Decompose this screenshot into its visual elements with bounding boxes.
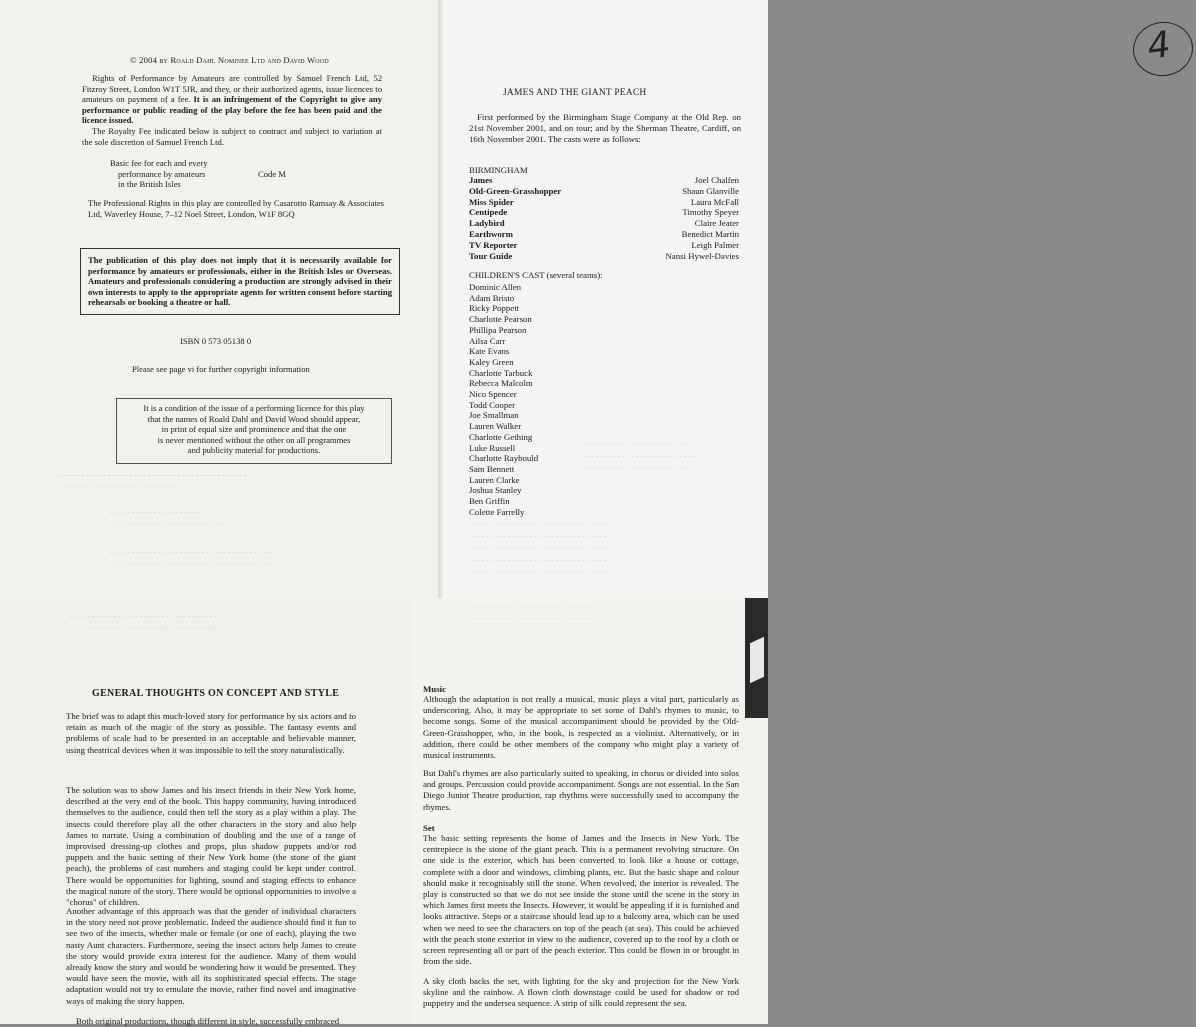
cast-actor: Leigh Palmer <box>691 239 739 250</box>
concept-paragraph: Both original productions, though different in style, successfully embraced <box>76 1016 340 1026</box>
cast-row <box>469 218 739 229</box>
professional-rights: The Professional Rights in this play are controlled by Casarotto Ramsay & Associates Ltd, Waverley House, 7–12 Noel Street, London, W1F 8GQ <box>88 198 384 219</box>
childrens-cast-list <box>469 282 589 517</box>
child-name: Charlotte Raybould <box>469 453 539 464</box>
cast-actor: Nansi Hywel-Davies <box>665 250 739 261</box>
cast-row <box>469 229 739 240</box>
child-name: Ricky Poppett <box>469 303 520 314</box>
bleed-through: · · · · · · · · · · · · · · · · · · · · · · · · · · · · <box>471 614 592 623</box>
cast-row <box>469 197 739 208</box>
child-name: Ailsa Carr <box>469 335 506 346</box>
concept-paragraph: The solution was to show James and his insect friends in their New York home, described at the very end of the book. This happy community, having introduced themselves to the audience, could then tell the story as a play within a play. The insects could therefore play all the other characters in the story and also help James to narrate. Using a combination of doubling and the use of a range of improvised dressing-up clothes and props, plus shadow puppets and/or rod puppets and the basic setting of their New York home (the stone of the giant peach), the problems of cast numbers and staging could be kept under control. There would be opportunities for lighting, sound and staging effects to enhance the magical nature of the story. There would be optional opportunities to involve a "chorus" of children. <box>66 785 356 908</box>
bleed-through: · · · · · · · · · · · · · · · · · · · · · · · · · · · · · · · · · · · · <box>70 612 226 621</box>
music-paragraph: But Dahl's rhymes are also particularly suited to speaking, in chorus or divided into solos and groups. Percussion could provide accompaniment. Songs are not essential. In the San Diego Junior Theatre production, rap rhythms were successfully used to accompany the rhymes. <box>423 768 739 812</box>
rights-bold: It is an infringement of the Copyright to give any performance or public reading of the play before the fee has been paid and the licence issued. <box>82 94 382 126</box>
condition-line: and publicity material for productions. <box>187 445 321 456</box>
play-title: JAMES AND THE GIANT PEACH <box>503 88 647 98</box>
see-page-note: Please see page vi for further copyright information <box>132 364 310 374</box>
bleed-through: · · · · · · · · · · · · · · · · · · · · · · · · · · · <box>583 452 700 461</box>
bleed-through: · · · · · · · · · · · · · · · · · · · · · · · · <box>583 464 687 473</box>
child-name: Kate Evans <box>469 346 510 357</box>
cast-role: James <box>469 175 493 185</box>
child-name: Nico Spencer <box>469 389 517 400</box>
scan-edge-highlight <box>750 637 764 684</box>
bleed-through: · · · · · · · · · · · · · · · · · · · · · <box>110 508 200 517</box>
child-name: Joe Smallman <box>469 410 519 421</box>
company-name: BIRMINGHAM <box>469 165 528 175</box>
condition-line: that the names of Roald Dahl and David Wood should appear, <box>147 413 361 424</box>
bleed-through: · · · · · · · · · · · · · · · · · · · · · · · · · · · · · · · · · · · · · <box>110 548 270 557</box>
concept-paragraph: The brief was to adapt this much-loved story for performance by six actors and to retain as much of the magic of the story as possible. The fantasy events and problems of scale had to be presented in an acceptable and believable manner, using theatrical devices when it was impossible to tell the story naturalistically. <box>66 711 356 755</box>
cast-actor: Benedict Martin <box>681 228 739 239</box>
cast-page <box>443 0 1174 598</box>
child-name: Charlotte Gething <box>469 431 533 442</box>
basic-fee-line: Basic fee for each and every <box>110 158 208 168</box>
bleed-through: · · · · · · · · · · · · · · · · · · · · · · · · · <box>583 440 691 449</box>
notice-box: The publication of this play does not imply that it is necessarily available for performance by amateurs or professionals, either in the British Isles or Overseas. Amateurs and professionals considering a production are strongly advised in their own interests to apply to the appropriate agents for written consent before starting rehearsals or booking a theatre or hall. <box>80 248 400 315</box>
cast-row <box>469 251 739 262</box>
bleed-through: · · · · · · · · · · · · · · · · · · · · · · · · · · · · · · · · · · · · · <box>110 560 270 569</box>
rights-paragraph <box>82 73 382 126</box>
child-name: Charlotte Tarbuck <box>469 367 533 378</box>
bleed-through: · · · · · · · · · · · · · · · · · · · · · · · · · · <box>110 520 222 529</box>
child-name: Dominic Allen <box>469 282 522 292</box>
child-name: Ben Griffin <box>469 496 510 507</box>
concept-page <box>0 598 411 1024</box>
bleed-through: · · · · · · · · · · · · · · · · · · · · · · · · · · · · · · · <box>473 532 607 541</box>
cast-row <box>469 175 739 186</box>
copyright-page <box>0 0 443 598</box>
music-heading: Music <box>423 684 446 694</box>
bleed-through: · · · · · · · · · · · · · · · · · · · · · · · · · · · · · · · <box>473 520 607 529</box>
cast-actor: Laura McFall <box>690 196 739 207</box>
cast-actor: Shaun Glanville <box>682 185 739 196</box>
child-name: Joshua Stanley <box>469 485 522 496</box>
page-number-mark <box>1130 18 1196 80</box>
cast-row <box>469 186 739 197</box>
child-name: Todd Cooper <box>469 399 516 410</box>
set-paragraph: A sky cloth backs the set, with lighting for the sky and projection for the New York skyline and the rainbow. A flown cloth downstage could be used for shadow or rod puppetry and the undersea sequence. A strip of silk could represent the sea. <box>423 976 739 1009</box>
childrens-cast-heading: CHILDREN'S CAST (several teams): <box>469 270 603 280</box>
cast-actor: Claire Jeater <box>694 218 739 229</box>
cast-role: Ladybird <box>469 218 505 229</box>
child-name: Lauren Clarke <box>469 474 520 485</box>
section-heading: GENERAL THOUGHTS ON CONCEPT AND STYLE <box>92 688 340 699</box>
concept-paragraph: Another advantage of this approach was that the gender of individual characters in the story need not prove problematic. Indeed the audience should find it fun to see two of the insects, whether male or female (or one of each), playing the two nasty Aunt characters. Furthermore, seeing the insect actors help James to create the story would provide extra interest for the audience. Many of them would already know the story and would be wondering how it would be presented. They would have seen the movie, with all its sophisticated special effects. The stage adaptation would not try to emulate the movie, rather find novel and imaginative ways of making the story happen. <box>66 906 356 1006</box>
copyright-line: © 2004 by Roald Dahl Nominee Ltd and David Wood <box>130 55 329 65</box>
child-name: Charlotte Pearson <box>469 314 532 325</box>
cast-list <box>469 175 739 261</box>
basic-fee <box>110 158 250 190</box>
bleed-through: · · · · · · · · · · · · · · · · · · · · · · · · · · · · <box>471 602 592 611</box>
child-name: Phillipa Pearson <box>469 324 527 335</box>
cast-actor: Joel Chalfen <box>694 175 739 185</box>
set-paragraph: The basic setting represents the home of James and the Insects in New York. The centrepiece is the stone of the giant peach. This is a permanent revolving structure. On one side is the exterior, which has been converted to look like a house or cottage, complete with a door and windows, climbing plants, etc. But the basic shape and colour should make it recognisably still the stone. When revolved, the interior is revealed. The play is constructed so that we do not see inside the stone until the scene in the story in which James first meets the Insects. However, it would be appealing if it is furnished and looks attractive. Steps or a staircase should lead up to a balcony area, which can be used when we need to see the characters on top of the peach (at sea). This could be achieved with the peach stone exterior in view to the audience, covered up to the roof by a cloth or screen representing all or part of the peach exterior. This could be flown in or brought in from the side. <box>423 833 739 967</box>
bleed-through: · · · · · · · · · · · · · · · · · · · · · · · · · · · · · · · <box>473 544 607 553</box>
cast-role: Miss Spider <box>469 196 514 207</box>
bleed-through: · · · · · · · · · · · · · · · · · · · · · · · · · · · <box>60 482 177 491</box>
cast-role: Centipede <box>469 207 508 218</box>
cast-row <box>469 207 739 218</box>
page-number-digit: 4 <box>1144 24 1174 68</box>
cast-actor: Timothy Speyer <box>682 207 739 218</box>
condition-line: in print of equal size and prominence and that the one <box>161 424 347 435</box>
bleed-through: - - - - - - - - - - - - - - - - - - - - - - - - - - - - - - - - - - - - - - - - - - - <box>60 470 247 479</box>
child-name: Sam Bennett <box>469 463 515 474</box>
basic-fee-line: performance by amateurs <box>118 168 206 179</box>
bleed-through: · · · · · · · · · · · · · · · · · · · · · · · · · · · · · · · · · · · · <box>70 624 226 633</box>
set-heading: Set <box>423 823 435 833</box>
isbn: ISBN 0 573 05138 0 <box>180 336 252 346</box>
child-name: Colette Farrelly <box>469 506 525 517</box>
child-name: Kaley Green <box>469 356 514 367</box>
condition-line: is never mentioned without the other on all programmes <box>157 434 351 445</box>
condition-box <box>116 398 392 464</box>
child-name: Adam Bristo <box>469 292 515 303</box>
bleed-through: · · · · · · · · · · · · · · · · · · · · · · · · · · · · · · · <box>473 556 607 565</box>
child-name: Rebecca Malcolm <box>469 378 533 389</box>
child-name: Luke Russell <box>469 442 516 453</box>
cast-role: Old-Green-Grasshopper <box>469 185 562 196</box>
rights-text: Rights of Performance by Amateurs are controlled by Samuel French Ltd, 52 Fitzroy Street, London W1T 5JR, and they, or their authorized agents, issue licences to amateurs on payment of a fee. <box>82 73 382 105</box>
first-performed: First performed by the Birmingham Stage Company at the Old Rep. on 21st November 2001, and on tour; and by the Sherman Theatre, Cardiff, on 16th November 2001. The casts were as follows: <box>469 112 741 144</box>
child-name: Lauren Walker <box>469 421 522 432</box>
bleed-through: · · · · · · · · · · · · · · · · · · · · · · · · · · · · · · · <box>473 568 607 577</box>
cast-role: TV Reporter <box>469 239 518 250</box>
fee-code: Code M <box>258 169 286 179</box>
condition-line: It is a condition of the issue of a performing licence for this play <box>143 403 365 413</box>
music-paragraph: Although the adaptation is not really a musical, music plays a vital part, particularly as underscoring. Also, it may be appropriate to set some of Dahl's rhymes to music, to become songs. Some of the musical accompaniment should be provided by the Old-Green-Grasshopper, who, in the book, is respected as a violinist. Alternatively, or in addition, there could be other members of the company who might play a variety of musical instruments. <box>423 694 739 761</box>
basic-fee-line: in the British Isles <box>118 179 181 190</box>
music-set-page <box>411 598 768 1024</box>
cast-role: Tour Guide <box>469 250 513 261</box>
royalty-paragraph: The Royalty Fee indicated below is subject to contract and subject to variation at the sole discretion of Samuel French Ltd. <box>82 126 382 147</box>
cast-role: Earthworm <box>469 228 513 239</box>
cast-row <box>469 240 739 251</box>
